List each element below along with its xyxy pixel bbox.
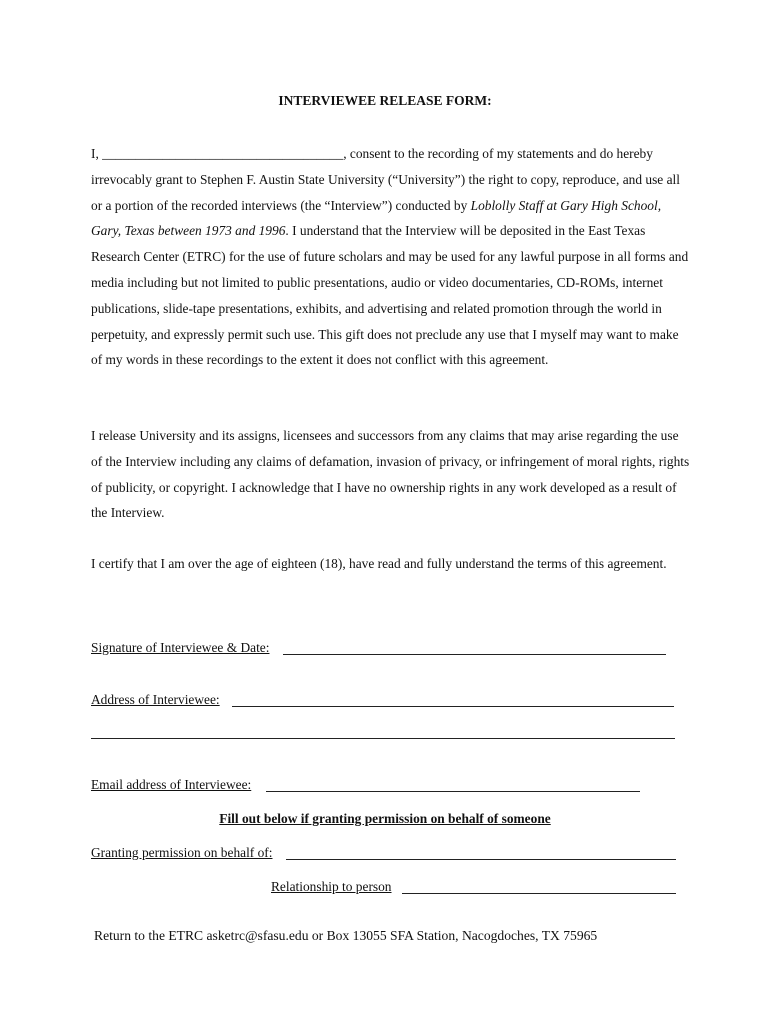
address-label: Address of Interviewee: xyxy=(91,692,220,707)
behalf-heading: Fill out below if granting permission on behalf of someone xyxy=(219,811,551,826)
signature-date-field[interactable] xyxy=(283,654,666,655)
interview-source: Loblolly Staff at Gary High School, Gary, Texas between 1973 and 1996 xyxy=(91,197,662,239)
address-field-line-2[interactable] xyxy=(91,738,675,739)
behalf-field[interactable] xyxy=(286,859,676,860)
relationship-label: Relationship to person xyxy=(271,879,392,894)
release-paragraph: I release University and its assigns, licensees and successors from any claims that may arise regarding the use of the Interview including any claims of defamation, invasion of privacy, or infringement of moral rights, rights of publicity, or copyright. I acknowledge that I have no ownership rights in any work developed as a result of the Interview. xyxy=(91,428,690,521)
address-field[interactable] xyxy=(232,706,674,707)
consent-intro: I, xyxy=(91,146,103,161)
email-field[interactable] xyxy=(266,791,640,792)
consent-text-a: , consent to the recording of my statements and do hereby irrevocably grant to Stephen F. Austin State University (“University”) the right to copy, reproduce, and use all or a portion of the recorded interviews (the “Interview”) conducted by xyxy=(91,146,680,213)
certify-paragraph: I certify that I am over the age of eighteen (18), have read and fully understand the terms of this agreement. xyxy=(91,556,667,571)
name-blank[interactable]: ____________________________________ xyxy=(102,146,344,161)
consent-paragraph xyxy=(91,141,691,373)
return-instructions: Return to the ETRC asketrc@sfasu.edu or Box 13055 SFA Station, Nacogdoches, TX 75965 xyxy=(94,928,598,943)
email-label: Email address of Interviewee: xyxy=(91,777,252,792)
signature-label: Signature of Interviewee & Date: xyxy=(91,640,270,655)
behalf-label: Granting permission on behalf of: xyxy=(91,845,273,860)
form-title: INTERVIEWEE RELEASE FORM: xyxy=(278,93,492,108)
relationship-field[interactable] xyxy=(402,893,676,894)
consent-text-b: . I understand that the Interview will be deposited in the East Texas Research Center (ETRC) for the use of future scholars and may be used for any lawful purpose in all forms and media including but not limited to public presentations, audio or video documentaries, CD-ROMs, internet publications, slide-tape presentations, exhibits, and advertising and related promotion through the world in perpetuity, and expressly permit such use. This gift does not preclude any use that I myself may want to make of my words in these recordings to the extent it does not conflict with this agreement. xyxy=(91,223,689,368)
